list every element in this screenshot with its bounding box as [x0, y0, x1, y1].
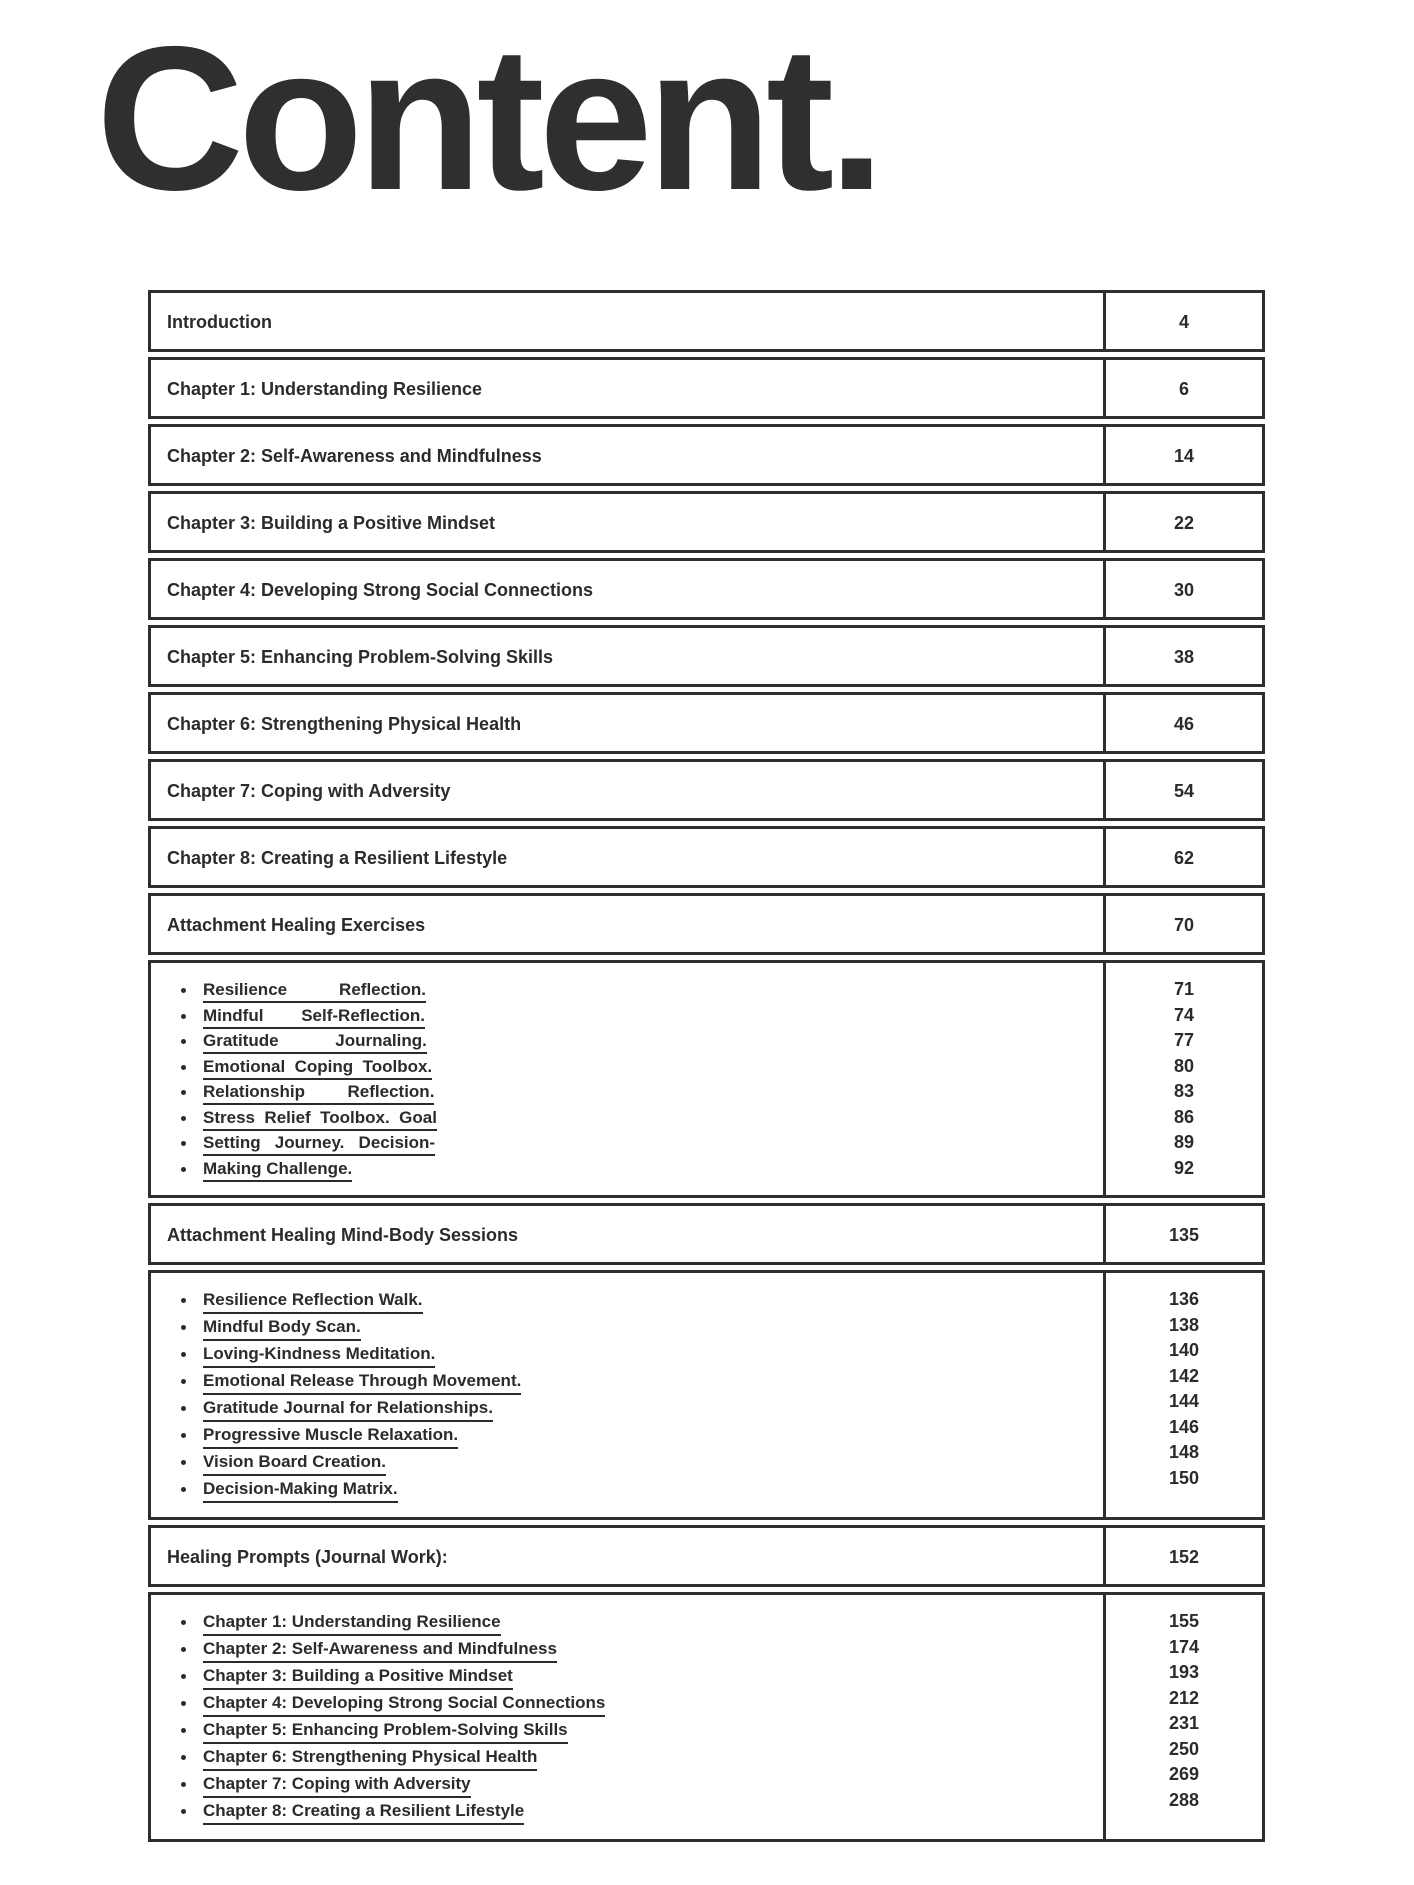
list-item[interactable] — [203, 1798, 1087, 1825]
list-item[interactable] — [203, 1130, 1087, 1156]
toc-entry-row[interactable] — [148, 692, 1265, 754]
list-item[interactable] — [203, 1422, 1087, 1449]
toc-title-cell — [151, 427, 1106, 483]
toc-sublist-label: Mindful Body Scan. — [203, 1317, 361, 1341]
toc-sublist-row[interactable] — [148, 960, 1265, 1198]
toc-title-cell — [151, 1595, 1106, 1839]
list-item[interactable] — [203, 1690, 1087, 1717]
toc-page-number: 71 — [1173, 979, 1195, 999]
toc-sublist-label: Gratitude Journaling. — [203, 1031, 427, 1054]
toc-page-number: 212 — [1168, 1687, 1200, 1708]
toc-sublist-label: Relationship Reflection. — [203, 1082, 434, 1105]
toc-page-number: 174 — [1168, 1636, 1200, 1657]
toc-sublist-label: Vision Board Creation. — [203, 1452, 386, 1476]
toc-page-number: 250 — [1168, 1738, 1200, 1759]
toc-sublist — [167, 1287, 1087, 1503]
toc-entry-row[interactable] — [148, 1525, 1265, 1587]
toc-page-number: 142 — [1168, 1365, 1200, 1386]
toc-entry-label: Introduction — [167, 312, 272, 332]
toc-page-cell — [1106, 360, 1262, 416]
list-item[interactable] — [203, 1717, 1087, 1744]
toc-sublist-label: Chapter 8: Creating a Resilient Lifestyle — [203, 1801, 524, 1825]
toc-sublist-label: Chapter 5: Enhancing Problem-Solving Skills — [203, 1720, 568, 1744]
toc-sublist-label: Chapter 6: Strengthening Physical Health — [203, 1747, 537, 1771]
toc-page-number: 288 — [1168, 1789, 1200, 1810]
toc-entry-row[interactable] — [148, 826, 1265, 888]
toc-page-cell — [1106, 293, 1262, 349]
list-item[interactable] — [203, 1663, 1087, 1690]
toc-page-number: 135 — [1168, 1225, 1200, 1245]
toc-page-number: 30 — [1173, 580, 1195, 600]
page-title: Content. — [96, 4, 880, 233]
list-item[interactable] — [203, 1287, 1087, 1314]
toc-page-number: 70 — [1173, 915, 1195, 935]
toc-page-cell — [1106, 963, 1262, 1195]
toc-page-number: 6 — [1178, 379, 1189, 399]
toc-sublist — [167, 977, 1087, 1181]
toc-page-number: 4 — [1178, 312, 1189, 332]
toc-sublist-label: Chapter 4: Developing Strong Social Connections — [203, 1693, 605, 1717]
toc-sublist-label: Mindful Self-Reflection. — [203, 1006, 425, 1029]
toc-page-cell — [1106, 829, 1262, 885]
toc-title-cell — [151, 896, 1106, 952]
toc-sublist-label: Resilience Reflection. — [203, 980, 426, 1003]
toc-page-cell — [1106, 695, 1262, 751]
toc-sublist-label: Chapter 7: Coping with Adversity — [203, 1774, 471, 1798]
toc-page-number: 14 — [1173, 446, 1195, 466]
toc-sublist-label: Resilience Reflection Walk. — [203, 1290, 423, 1314]
toc-title-cell — [151, 829, 1106, 885]
toc-entry-row[interactable] — [148, 558, 1265, 620]
toc-title-cell — [151, 963, 1106, 1195]
toc-sublist-label: Chapter 2: Self-Awareness and Mindfulness — [203, 1639, 557, 1663]
toc-page-number: 83 — [1173, 1081, 1195, 1101]
toc-page-cell — [1106, 561, 1262, 617]
toc-page-number: 269 — [1168, 1764, 1200, 1784]
toc-title-cell — [151, 494, 1106, 550]
list-item[interactable] — [203, 1771, 1087, 1798]
toc-page-cell — [1106, 1206, 1262, 1262]
list-item[interactable] — [203, 1054, 1087, 1080]
toc-entry-label: Chapter 3: Building a Positive Mindset — [167, 513, 496, 533]
toc-sublist-label: Stress Relief Toolbox. Goal — [203, 1108, 437, 1131]
toc-title-cell — [151, 1273, 1106, 1517]
toc-page-number: 140 — [1168, 1340, 1200, 1360]
toc-entry-label: Chapter 1: Understanding Resilience — [167, 379, 483, 399]
toc-entry-label: Chapter 5: Enhancing Problem-Solving Skills — [167, 647, 554, 667]
toc-entry-row[interactable] — [148, 424, 1265, 486]
toc-page-number: 146 — [1168, 1416, 1200, 1437]
toc-page-number: 148 — [1168, 1442, 1200, 1462]
toc-title-cell — [151, 1206, 1106, 1262]
toc-sublist-label: Making Challenge. — [203, 1159, 352, 1182]
toc-title-cell — [151, 762, 1106, 818]
toc-page-number: 231 — [1168, 1713, 1200, 1733]
toc-title-cell — [151, 561, 1106, 617]
toc-sublist-label: Chapter 3: Building a Positive Mindset — [203, 1666, 513, 1690]
toc-sublist-row[interactable] — [148, 1592, 1265, 1842]
list-item[interactable] — [203, 1395, 1087, 1422]
toc-page-cell — [1106, 628, 1262, 684]
toc-page-number: 152 — [1168, 1547, 1200, 1567]
toc-page-number: 150 — [1168, 1467, 1200, 1488]
toc-page-number: 77 — [1173, 1030, 1195, 1050]
list-item[interactable] — [203, 1609, 1087, 1636]
toc-page-number: 38 — [1173, 647, 1195, 667]
toc-page-number: 136 — [1168, 1289, 1200, 1309]
toc-entry-row[interactable] — [148, 759, 1265, 821]
list-item[interactable] — [203, 1156, 1087, 1182]
toc-entry-row[interactable] — [148, 290, 1265, 352]
list-item[interactable] — [203, 1341, 1087, 1368]
toc-entry-label: Healing Prompts (Journal Work): — [167, 1547, 448, 1567]
toc-title-cell — [151, 695, 1106, 751]
toc-sublist-label: Emotional Coping Toolbox. — [203, 1057, 432, 1080]
toc-page-number: 74 — [1173, 1004, 1195, 1025]
toc-page-number: 144 — [1168, 1391, 1200, 1411]
toc-entry-label: Chapter 4: Developing Strong Social Connections — [167, 580, 594, 600]
toc-sublist-label: Loving-Kindness Meditation. — [203, 1344, 435, 1368]
toc-entry-row[interactable] — [148, 893, 1265, 955]
toc-entry-row[interactable] — [148, 625, 1265, 687]
toc-title-cell — [151, 628, 1106, 684]
list-item[interactable] — [203, 977, 1087, 1003]
list-item[interactable] — [203, 1079, 1087, 1105]
toc-page-number: 193 — [1168, 1662, 1200, 1682]
list-item[interactable] — [203, 1744, 1087, 1771]
toc-sublist-label: Gratitude Journal for Relationships. — [203, 1398, 493, 1422]
toc-page-cell — [1106, 896, 1262, 952]
list-item[interactable] — [203, 1449, 1087, 1476]
toc-page-cell — [1106, 1595, 1262, 1839]
toc-sublist — [167, 1609, 1087, 1825]
toc-page-cell — [1106, 762, 1262, 818]
toc-title-cell — [151, 1528, 1106, 1584]
list-item[interactable] — [203, 1003, 1087, 1029]
toc-sublist-label: Progressive Muscle Relaxation. — [203, 1425, 458, 1449]
list-item[interactable] — [203, 1636, 1087, 1663]
toc-page-cell — [1106, 494, 1262, 550]
toc-page-number-group — [1114, 1287, 1254, 1491]
toc-entry-row[interactable] — [148, 1203, 1265, 1265]
toc-page-number-group — [1114, 977, 1254, 1181]
toc-page-number: 62 — [1173, 848, 1195, 868]
toc-entry-label: Attachment Healing Mind-Body Sessions — [167, 1225, 519, 1245]
toc-entry-label: Chapter 6: Strengthening Physical Health — [167, 714, 522, 734]
list-item[interactable] — [203, 1476, 1087, 1503]
toc-sublist-label: Decision-Making Matrix. — [203, 1479, 398, 1503]
toc-entry-label: Chapter 2: Self-Awareness and Mindfulness — [167, 446, 542, 466]
toc-page-number: 54 — [1173, 781, 1195, 801]
toc-page-number: 89 — [1173, 1132, 1195, 1152]
toc-page-number: 155 — [1168, 1611, 1200, 1631]
toc-page-number: 22 — [1173, 513, 1195, 533]
toc-page-cell — [1106, 1273, 1262, 1517]
toc-page-cell — [1106, 427, 1262, 483]
list-item[interactable] — [203, 1368, 1087, 1395]
toc-page-number: 86 — [1173, 1106, 1195, 1127]
table-of-contents — [148, 290, 1265, 1847]
toc-page-number: 80 — [1173, 1055, 1195, 1076]
toc-sublist-label: Setting Journey. Decision- — [203, 1133, 435, 1156]
toc-page-number: 92 — [1173, 1157, 1195, 1178]
list-item[interactable] — [203, 1105, 1087, 1131]
toc-entry-label: Chapter 7: Coping with Adversity — [167, 781, 451, 801]
toc-page-number: 138 — [1168, 1314, 1200, 1335]
toc-entry-label: Chapter 8: Creating a Resilient Lifestyle — [167, 848, 508, 868]
toc-title-cell — [151, 293, 1106, 349]
toc-page-number: 46 — [1173, 714, 1195, 734]
toc-entry-row[interactable] — [148, 491, 1265, 553]
list-item[interactable] — [203, 1028, 1087, 1054]
toc-sublist-label: Chapter 1: Understanding Resilience — [203, 1612, 501, 1636]
toc-sublist-row[interactable] — [148, 1270, 1265, 1520]
list-item[interactable] — [203, 1314, 1087, 1341]
toc-entry-label: Attachment Healing Exercises — [167, 915, 426, 935]
toc-entry-row[interactable] — [148, 357, 1265, 419]
toc-page-cell — [1106, 1528, 1262, 1584]
toc-page-number-group — [1114, 1609, 1254, 1813]
toc-sublist-label: Emotional Release Through Movement. — [203, 1371, 521, 1395]
toc-title-cell — [151, 360, 1106, 416]
